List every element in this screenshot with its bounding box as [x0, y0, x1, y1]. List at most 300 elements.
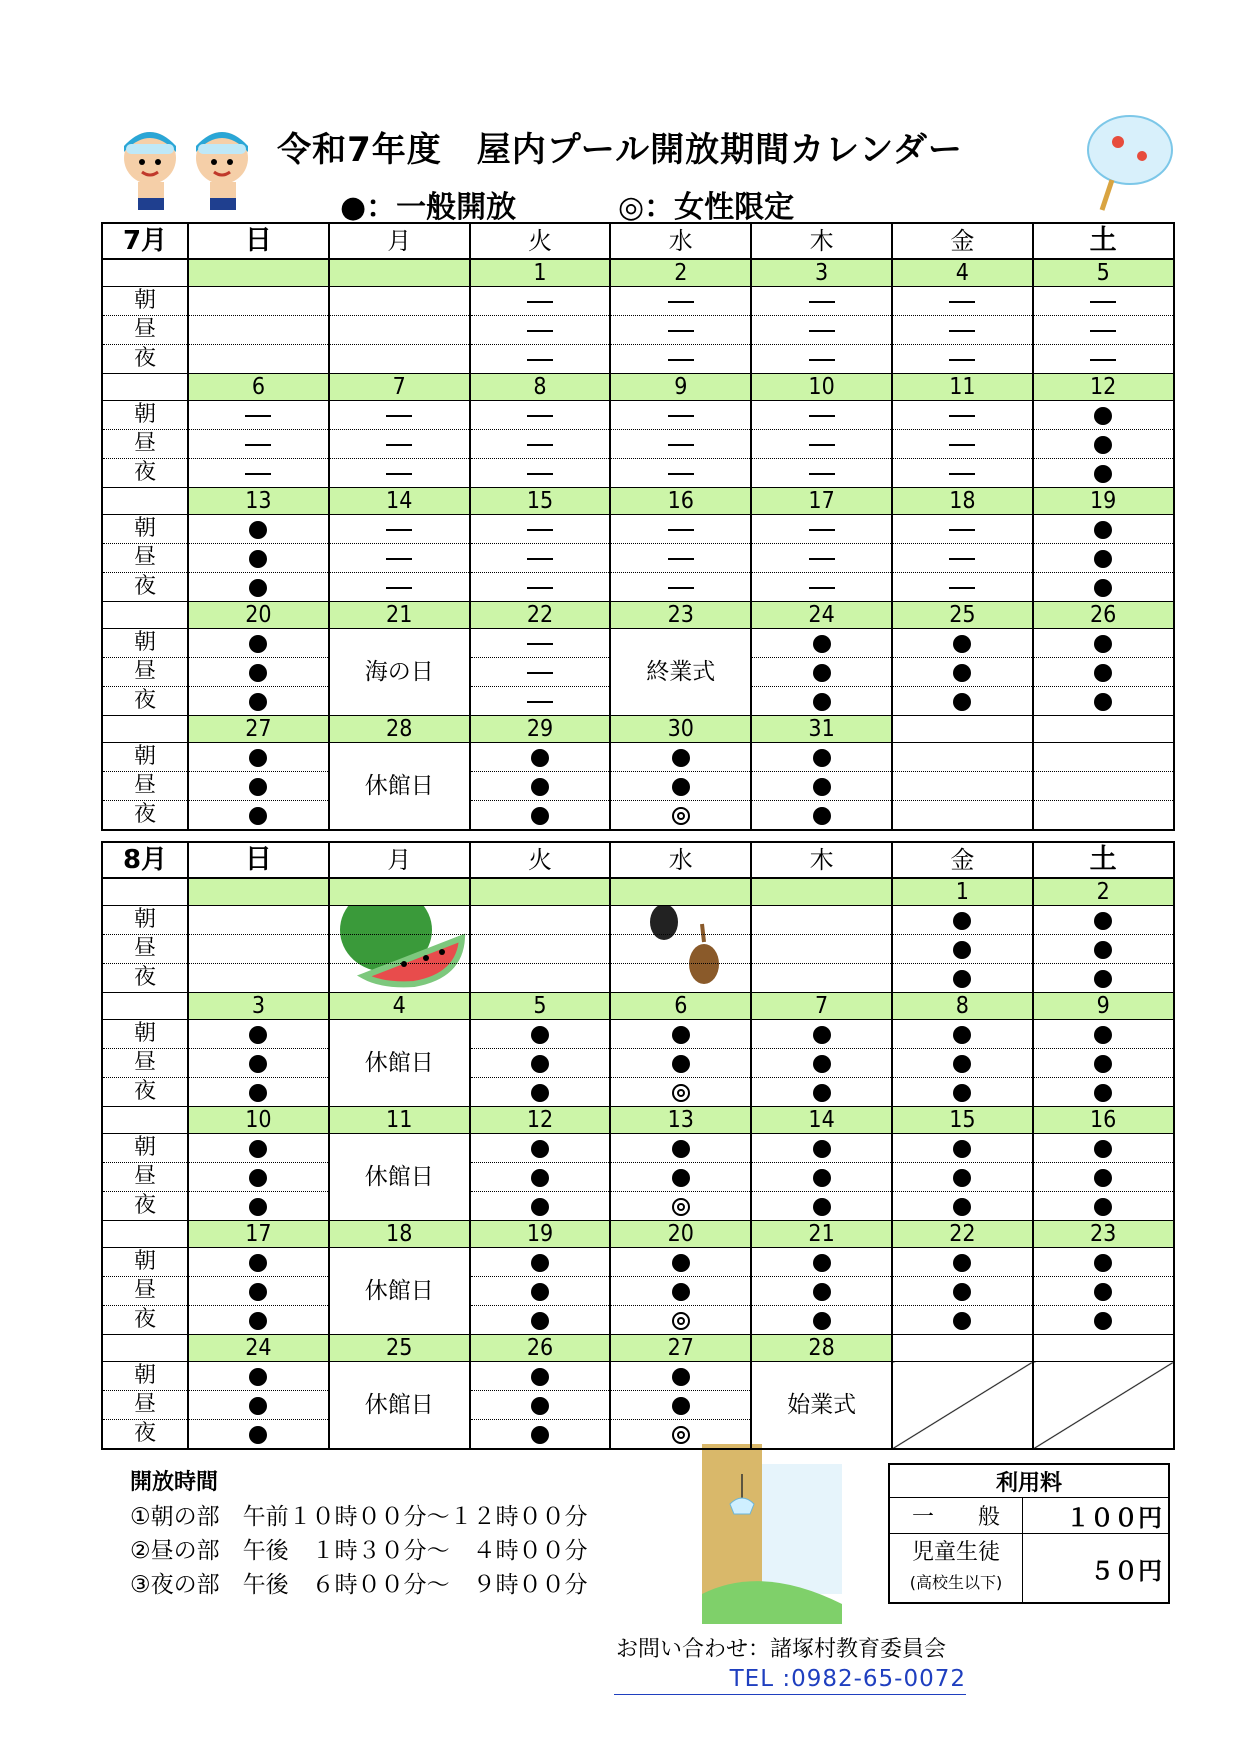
slot-cell	[188, 1163, 329, 1192]
slot-cell	[470, 515, 611, 544]
women-only-icon	[672, 1084, 690, 1102]
open-dot-icon	[672, 1169, 690, 1187]
slot-cell	[610, 964, 751, 993]
weekday-1: 月	[329, 842, 470, 878]
closed-dash-icon	[527, 415, 553, 417]
open-dot-icon	[953, 1254, 971, 1272]
slot-label: 朝	[102, 1362, 188, 1391]
slot-cell	[1033, 1134, 1174, 1163]
open-dot-icon	[953, 941, 971, 959]
open-dot-icon	[531, 807, 549, 825]
closed-dash-icon	[668, 558, 694, 560]
weekday-2: 火	[470, 842, 611, 878]
open-dot-icon	[531, 778, 549, 796]
slot-cell	[329, 345, 470, 374]
date-cell	[470, 878, 611, 906]
open-dot-icon	[249, 579, 267, 597]
slot-cell	[610, 743, 751, 772]
closed-dash-icon	[1090, 330, 1116, 332]
open-dot-icon	[249, 521, 267, 539]
slot-label: 夜	[102, 1078, 188, 1107]
closed-dash-icon	[245, 415, 271, 417]
slot-cell	[751, 964, 892, 993]
open-dot-icon	[531, 1084, 549, 1102]
closed-dash-icon	[949, 301, 975, 303]
date-row	[102, 1335, 1174, 1362]
slot-cell	[470, 430, 611, 459]
date-row	[102, 259, 1174, 287]
slot-cell	[892, 1192, 1033, 1221]
date-cell	[751, 878, 892, 906]
date-cell: 30	[610, 716, 751, 743]
slot-cell	[329, 287, 470, 316]
slot-cell	[610, 1391, 751, 1420]
slot-cell	[751, 573, 892, 602]
legend-general: ●：一般開放	[340, 190, 517, 225]
date-cell: 27	[610, 1335, 751, 1362]
slot-cell	[751, 801, 892, 831]
slot-cell	[470, 544, 611, 573]
date-cell: 18	[892, 488, 1033, 515]
slot-cell	[892, 658, 1033, 687]
slot-row	[102, 1078, 1174, 1107]
date-cell: 10	[751, 374, 892, 401]
date-cell: 7	[751, 993, 892, 1020]
open-dot-icon	[813, 749, 831, 767]
open-dot-icon	[1094, 664, 1112, 682]
open-dot-icon	[1094, 1055, 1112, 1073]
slot-cell	[1033, 1277, 1174, 1306]
date-row	[102, 1107, 1174, 1134]
special-day-cell: 休館日	[329, 1020, 470, 1107]
slot-cell	[751, 772, 892, 801]
slot-cell	[751, 345, 892, 374]
slot-cell	[751, 935, 892, 964]
slot-cell	[470, 906, 611, 935]
date-cell: 6	[188, 374, 329, 401]
open-dot-icon	[249, 1055, 267, 1073]
special-day-cell: 休館日	[329, 743, 470, 831]
closed-dash-icon	[1090, 301, 1116, 303]
closed-dash-icon	[949, 330, 975, 332]
slot-cell	[470, 687, 611, 716]
month-label: 7月	[102, 223, 188, 259]
slot-cell	[892, 1163, 1033, 1192]
july-calendar	[101, 222, 1175, 831]
closed-dash-icon	[386, 415, 412, 417]
hours-evening: ③夜の部 午後 ６時００分～ ９時００分	[130, 1572, 588, 1598]
closed-dash-icon	[809, 415, 835, 417]
open-dot-icon	[953, 1140, 971, 1158]
slot-cell	[1033, 573, 1174, 602]
open-dot-icon	[953, 1198, 971, 1216]
slot-cell	[1033, 906, 1174, 935]
slot-label: 朝	[102, 1248, 188, 1277]
open-dot-icon	[953, 1283, 971, 1301]
open-dot-icon	[1094, 550, 1112, 568]
slot-row	[102, 515, 1174, 544]
fee-student-note: (高校生以下)	[909, 1573, 1003, 1592]
slot-cell	[892, 287, 1033, 316]
date-cell: 27	[188, 716, 329, 743]
open-dot-icon	[531, 1368, 549, 1386]
slot-cell	[1033, 935, 1174, 964]
opening-hours-heading: 開放時間	[130, 1470, 219, 1495]
closed-dash-icon	[386, 587, 412, 589]
slot-label: 朝	[102, 401, 188, 430]
open-dot-icon	[249, 749, 267, 767]
slot-label: 昼	[102, 1391, 188, 1420]
slot-cell	[329, 544, 470, 573]
slot-cell	[892, 964, 1033, 993]
open-dot-icon	[1094, 1312, 1112, 1330]
open-dot-icon	[953, 1084, 971, 1102]
slot-row	[102, 1192, 1174, 1221]
special-day-cell: 休館日	[329, 1134, 470, 1221]
slot-row	[102, 964, 1174, 993]
slot-cell	[751, 430, 892, 459]
slot-cell	[751, 1134, 892, 1163]
closed-dash-icon	[668, 330, 694, 332]
date-cell: 5	[1033, 259, 1174, 287]
open-dot-icon	[813, 1055, 831, 1073]
closed-dash-icon	[949, 587, 975, 589]
open-dot-icon	[953, 1169, 971, 1187]
slot-cell	[470, 772, 611, 801]
contact-info: お問い合わせ：諸塚村教育委員会	[616, 1637, 947, 1662]
date-cell: 14	[751, 1107, 892, 1134]
slot-cell	[1033, 515, 1174, 544]
slot-cell	[610, 1362, 751, 1391]
open-dot-icon	[1094, 1169, 1112, 1187]
open-dot-icon	[672, 778, 690, 796]
open-dot-icon	[249, 1426, 267, 1444]
closed-dash-icon	[527, 330, 553, 332]
slot-cell	[1033, 772, 1174, 801]
slot-cell	[329, 935, 470, 964]
slot-row	[102, 430, 1174, 459]
slot-cell	[751, 906, 892, 935]
closed-dash-icon	[527, 672, 553, 674]
slot-cell	[751, 401, 892, 430]
date-cell	[329, 878, 470, 906]
closed-dash-icon	[668, 301, 694, 303]
open-dot-icon	[249, 693, 267, 711]
weekday-3: 水	[610, 842, 751, 878]
slot-cell	[329, 316, 470, 345]
closed-dash-icon	[949, 529, 975, 531]
slot-cell	[751, 1163, 892, 1192]
date-cell: 10	[188, 1107, 329, 1134]
date-cell: 9	[610, 374, 751, 401]
open-dot-icon	[672, 1055, 690, 1073]
date-cell: 20	[188, 602, 329, 629]
slot-cell	[470, 1078, 611, 1107]
open-dot-icon	[953, 1055, 971, 1073]
open-dot-icon	[813, 1026, 831, 1044]
open-dot-icon	[249, 635, 267, 653]
closed-dash-icon	[949, 473, 975, 475]
date-cell: 31	[751, 716, 892, 743]
slot-label: 夜	[102, 573, 188, 602]
slot-cell	[892, 1306, 1033, 1335]
closed-dash-icon	[245, 444, 271, 446]
weekday-6: 土	[1033, 223, 1174, 259]
slot-label: 夜	[102, 1192, 188, 1221]
closed-dash-icon	[527, 359, 553, 361]
date-cell	[1033, 716, 1174, 743]
slot-cell	[1033, 544, 1174, 573]
slot-cell	[610, 906, 751, 935]
date-cell: 23	[1033, 1221, 1174, 1248]
date-row	[102, 878, 1174, 906]
slot-cell	[751, 1306, 892, 1335]
date-row-label	[102, 1221, 188, 1248]
open-dot-icon	[813, 664, 831, 682]
slot-cell	[188, 316, 329, 345]
open-dot-icon	[813, 1254, 831, 1272]
closed-dash-icon	[527, 643, 553, 645]
closed-dash-icon	[809, 330, 835, 332]
open-dot-icon	[813, 693, 831, 711]
date-cell	[892, 716, 1033, 743]
closed-dash-icon	[809, 529, 835, 531]
slot-label: 朝	[102, 743, 188, 772]
slot-label: 昼	[102, 658, 188, 687]
open-dot-icon	[1094, 635, 1112, 653]
open-dot-icon	[531, 1169, 549, 1187]
slot-cell	[329, 401, 470, 430]
tel-link[interactable]: TEL :0982-65-0072	[614, 1666, 966, 1695]
slot-cell	[470, 1306, 611, 1335]
open-dot-icon	[249, 1283, 267, 1301]
slot-label: 朝	[102, 287, 188, 316]
closed-dash-icon	[668, 359, 694, 361]
open-dot-icon	[249, 1169, 267, 1187]
open-dot-icon	[249, 1140, 267, 1158]
slot-row	[102, 1134, 1174, 1163]
slot-cell	[188, 935, 329, 964]
date-cell: 20	[610, 1221, 751, 1248]
slot-cell	[892, 1277, 1033, 1306]
date-cell: 9	[1033, 993, 1174, 1020]
slot-cell	[1033, 1306, 1174, 1335]
slot-cell	[892, 401, 1033, 430]
fee-heading: 利用料	[889, 1464, 1169, 1498]
slot-cell	[188, 658, 329, 687]
date-cell	[892, 1335, 1033, 1362]
open-dot-icon	[1094, 1026, 1112, 1044]
date-cell: 3	[751, 259, 892, 287]
slot-cell	[188, 1078, 329, 1107]
closed-dash-icon	[949, 415, 975, 417]
date-cell: 26	[1033, 602, 1174, 629]
page-title: 令和7年度 屋内プール開放期間カレンダー	[277, 130, 963, 170]
slot-label: 夜	[102, 687, 188, 716]
weekday-3: 水	[610, 223, 751, 259]
slot-cell	[751, 459, 892, 488]
slot-label: 夜	[102, 801, 188, 831]
date-cell: 28	[751, 1335, 892, 1362]
date-cell: 19	[470, 1221, 611, 1248]
slot-row	[102, 906, 1174, 935]
date-row	[102, 993, 1174, 1020]
special-day-cell: 休館日	[329, 1362, 470, 1450]
slot-cell	[188, 287, 329, 316]
slot-cell	[188, 1049, 329, 1078]
closed-dash-icon	[809, 359, 835, 361]
open-dot-icon	[249, 550, 267, 568]
slot-cell	[892, 316, 1033, 345]
closed-dash-icon	[527, 529, 553, 531]
open-dot-icon	[1094, 1254, 1112, 1272]
date-row-label	[102, 602, 188, 629]
slot-label: 夜	[102, 345, 188, 374]
closed-dash-icon	[809, 444, 835, 446]
date-row	[102, 488, 1174, 515]
open-dot-icon	[531, 1312, 549, 1330]
slot-cell	[470, 1391, 611, 1420]
date-cell: 14	[329, 488, 470, 515]
slot-cell	[470, 1248, 611, 1277]
open-dot-icon	[1094, 941, 1112, 959]
slot-cell	[1033, 1020, 1174, 1049]
open-dot-icon	[672, 1026, 690, 1044]
special-day-cell: 始業式	[751, 1362, 892, 1450]
date-cell: 22	[470, 602, 611, 629]
date-cell: 18	[329, 1221, 470, 1248]
slot-label: 昼	[102, 1049, 188, 1078]
slot-cell	[751, 629, 892, 658]
uchiwa-fan-illustration	[1050, 112, 1180, 212]
date-cell: 4	[329, 993, 470, 1020]
date-row-label	[102, 993, 188, 1020]
closed-dash-icon	[668, 444, 694, 446]
date-row	[102, 1221, 1174, 1248]
closed-dash-icon	[245, 473, 271, 475]
slot-label: 昼	[102, 316, 188, 345]
closed-dash-icon	[949, 359, 975, 361]
slot-cell	[892, 430, 1033, 459]
slot-cell	[329, 964, 470, 993]
date-cell: 25	[892, 602, 1033, 629]
open-dot-icon	[1094, 1198, 1112, 1216]
slot-row	[102, 401, 1174, 430]
slot-cell	[610, 459, 751, 488]
slot-cell	[470, 401, 611, 430]
slot-cell	[188, 573, 329, 602]
slot-row	[102, 1306, 1174, 1335]
slot-cell	[188, 345, 329, 374]
special-day-cell: 終業式	[610, 629, 751, 716]
date-cell: 22	[892, 1221, 1033, 1248]
slot-row	[102, 287, 1174, 316]
hours-afternoon: ②昼の部 午後 １時３０分～ ４時００分	[130, 1538, 588, 1564]
slot-cell	[188, 544, 329, 573]
slot-cell	[892, 1020, 1033, 1049]
date-cell: 19	[1033, 488, 1174, 515]
date-cell: 1	[892, 878, 1033, 906]
weekday-5: 金	[892, 223, 1033, 259]
closed-dash-icon	[527, 473, 553, 475]
slot-row	[102, 459, 1174, 488]
date-cell: 16	[610, 488, 751, 515]
slot-label: 夜	[102, 1420, 188, 1450]
slot-row	[102, 1248, 1174, 1277]
slot-cell	[751, 687, 892, 716]
slot-cell	[1033, 430, 1174, 459]
slot-row	[102, 1020, 1174, 1049]
open-dot-icon	[249, 1312, 267, 1330]
slot-label: 朝	[102, 1020, 188, 1049]
women-only-icon	[672, 1312, 690, 1330]
open-dot-icon	[1094, 436, 1112, 454]
women-only-icon	[672, 807, 690, 825]
open-dot-icon	[1094, 579, 1112, 597]
open-dot-icon	[1094, 1084, 1112, 1102]
open-dot-icon	[813, 1283, 831, 1301]
open-dot-icon	[1094, 1140, 1112, 1158]
slot-cell	[751, 316, 892, 345]
slot-label: 昼	[102, 772, 188, 801]
slot-cell	[892, 515, 1033, 544]
slot-cell	[751, 658, 892, 687]
closed-dash-icon	[949, 444, 975, 446]
slot-cell	[610, 287, 751, 316]
weekday-1: 月	[329, 223, 470, 259]
fee-student-label-text: 児童生徒	[911, 1540, 1000, 1565]
slot-cell	[892, 743, 1033, 772]
date-row	[102, 374, 1174, 401]
slot-row	[102, 544, 1174, 573]
slot-row	[102, 935, 1174, 964]
closed-dash-icon	[386, 558, 412, 560]
date-row-label	[102, 878, 188, 906]
slot-cell	[470, 1134, 611, 1163]
open-dot-icon	[953, 912, 971, 930]
slot-cell	[188, 964, 329, 993]
open-dot-icon	[249, 807, 267, 825]
slot-cell	[1033, 287, 1174, 316]
slot-cell	[1033, 459, 1174, 488]
slot-cell	[470, 801, 611, 831]
slot-cell	[188, 1391, 329, 1420]
date-cell: 24	[188, 1335, 329, 1362]
slot-cell	[188, 1362, 329, 1391]
date-cell: 15	[470, 488, 611, 515]
date-cell: 8	[892, 993, 1033, 1020]
date-row-label	[102, 488, 188, 515]
slot-cell	[470, 287, 611, 316]
slot-cell	[470, 1362, 611, 1391]
slot-row	[102, 1362, 1174, 1391]
open-dot-icon	[1094, 1283, 1112, 1301]
slot-row	[102, 1163, 1174, 1192]
open-dot-icon	[1094, 693, 1112, 711]
date-cell	[329, 259, 470, 287]
date-cell: 12	[1033, 374, 1174, 401]
closed-dash-icon	[809, 473, 835, 475]
slot-cell	[188, 743, 329, 772]
slot-cell	[1033, 1078, 1174, 1107]
slot-cell	[1033, 1163, 1174, 1192]
slot-cell	[892, 1248, 1033, 1277]
date-cell	[188, 878, 329, 906]
slot-label: 朝	[102, 1134, 188, 1163]
slot-cell	[610, 1020, 751, 1049]
slot-cell	[751, 1248, 892, 1277]
slot-cell	[610, 515, 751, 544]
